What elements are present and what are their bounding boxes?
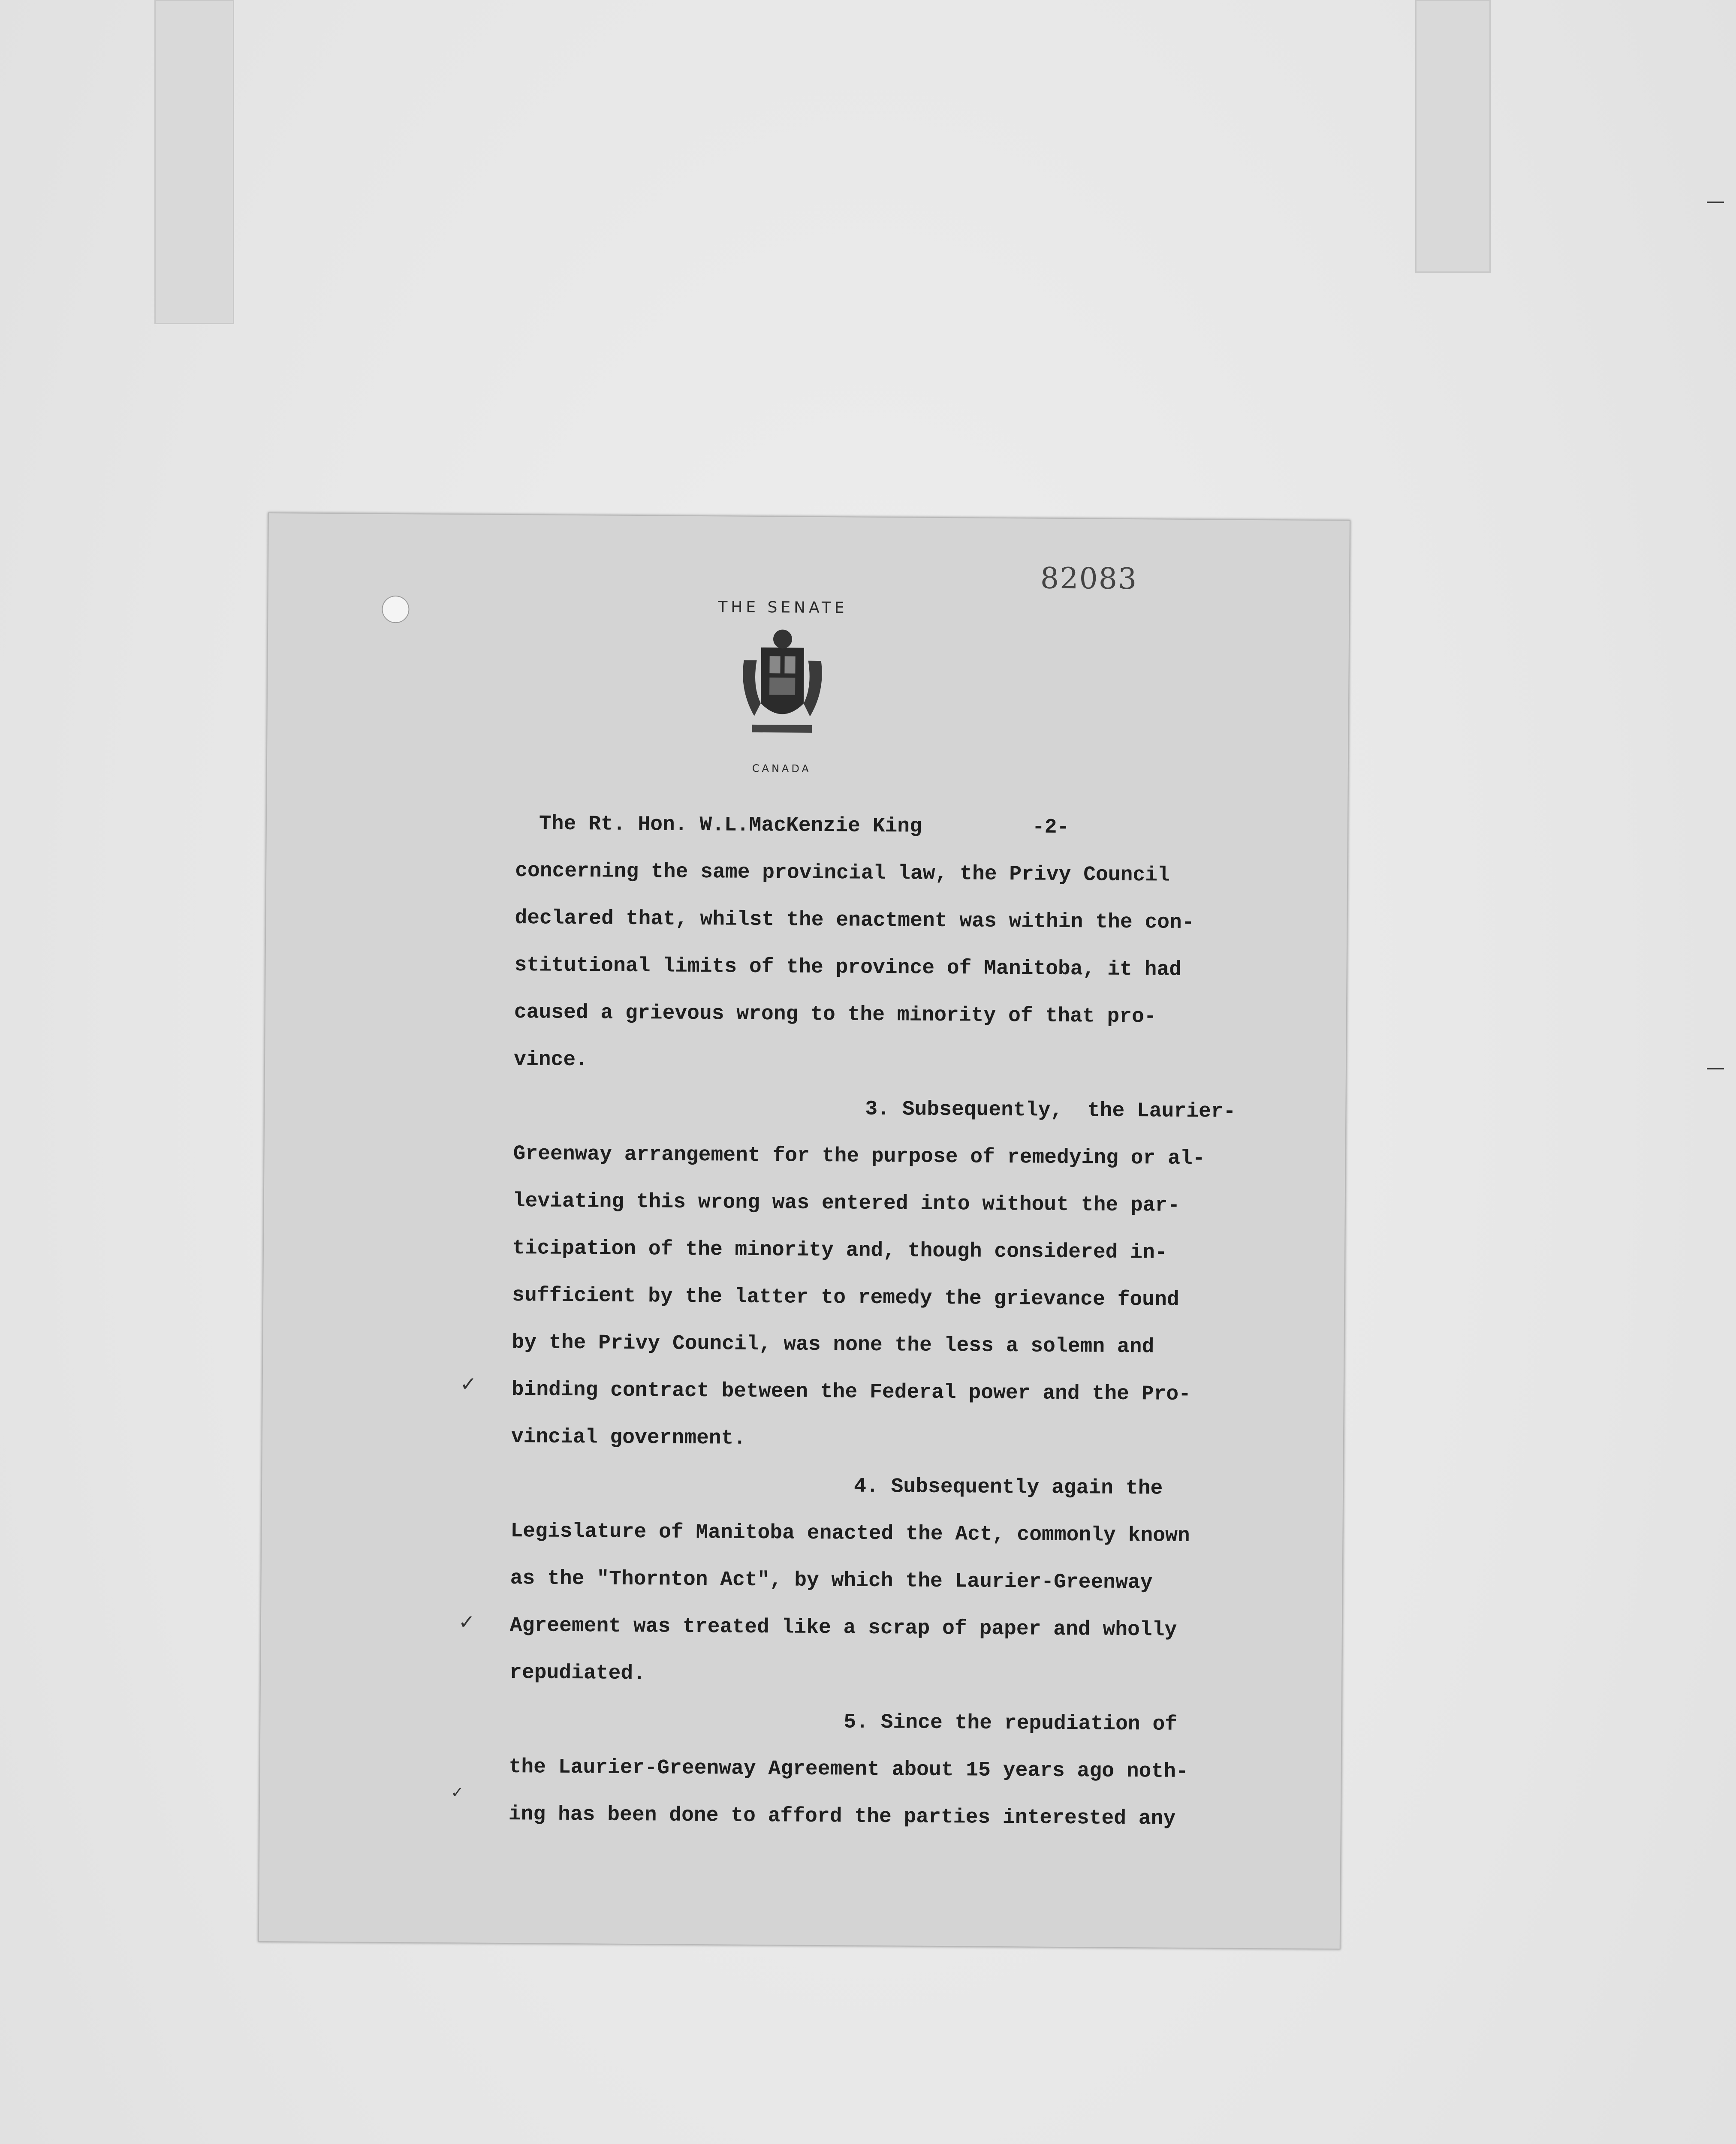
check-mark-icon: ✓ xyxy=(451,1784,464,1802)
body-line: sufficient by the latter to remedy the grievance found xyxy=(512,1284,1179,1312)
body-line: Agreement was treated like a scrap of paper and wholly xyxy=(509,1614,1177,1642)
paragraph-5-start: 5. Since the repudiation of xyxy=(844,1710,1178,1736)
body-line: repudiated. xyxy=(509,1661,646,1686)
punch-hole xyxy=(382,596,409,623)
mounting-tape xyxy=(1415,0,1491,273)
seal-bottom-text: CANADA xyxy=(752,762,811,775)
check-mark-icon: ✓ xyxy=(458,1610,475,1634)
body-line: concerning the same provincial law, the Privy Council xyxy=(515,859,1170,887)
seal-top-text: THE SENATE xyxy=(718,598,848,617)
paragraph-4-start: 4. Subsequently again the xyxy=(853,1475,1163,1500)
body-line: by the Privy Council, was none the less a solemn and xyxy=(512,1331,1154,1359)
body-line: as the "Thornton Act", by which the Laurier-Greenway xyxy=(510,1567,1153,1595)
body-line: ing has been done to afford the parties interested any xyxy=(508,1802,1176,1831)
body-line: the Laurier-Greenway Agreement about 15 years ago noth- xyxy=(509,1755,1189,1784)
check-mark-icon: ✓ xyxy=(460,1372,477,1396)
letter-header xyxy=(539,800,1296,852)
mounting-tape xyxy=(154,0,234,324)
body-line: binding contract between the Federal power and the Pro- xyxy=(511,1378,1191,1406)
film-edge-mark xyxy=(1707,1068,1724,1069)
senate-seal xyxy=(713,596,852,781)
body-line: Greenway arrangement for the purpose of remedying or al- xyxy=(513,1142,1205,1171)
body-line: ticipation of the minority and, though considered in- xyxy=(512,1237,1167,1265)
film-edge-mark xyxy=(1707,202,1724,203)
paragraph-3-start: 3. Subsequently, the Laurier- xyxy=(865,1097,1236,1123)
body-line: Legislature of Manitoba enacted the Act, commonly known xyxy=(510,1520,1190,1548)
body-line: vince. xyxy=(513,1048,588,1072)
body-line: leviating this wrong was entered into without the par- xyxy=(512,1189,1180,1217)
addressee: The Rt. Hon. W.L.MacKenzie King xyxy=(539,812,922,838)
document-number: 82083 xyxy=(1040,561,1138,596)
coat-of-arms-icon xyxy=(713,596,852,781)
page-marker: -2- xyxy=(1032,816,1070,840)
letter-body xyxy=(508,800,1296,1843)
body-line: declared that, whilst the enactment was within the con- xyxy=(515,906,1194,935)
body-line: caused a grievous wrong to the minority of that pro- xyxy=(514,1001,1157,1029)
body-line: vincial government. xyxy=(511,1425,746,1450)
body-line: stitutional limits of the province of Manitoba, it had xyxy=(514,954,1182,982)
letter-page xyxy=(258,512,1350,1950)
